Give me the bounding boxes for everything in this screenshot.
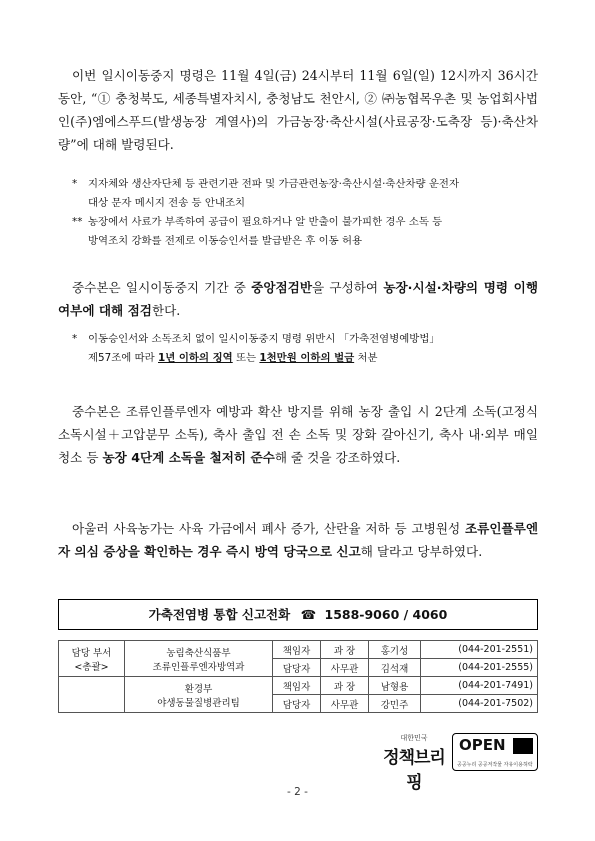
text-run: 해 줄 것을 강조하였다. <box>274 450 401 465</box>
page-number: - 2 - <box>287 786 308 798</box>
name-cell: 남형용 <box>369 677 421 695</box>
underlined-text: 1천만원 이하의 벌금 <box>259 352 355 364</box>
footnote-mark: * <box>72 178 78 190</box>
text-run: 을 구성하여 <box>312 280 384 295</box>
table-row <box>59 677 538 695</box>
title-cell: 과 장 <box>321 677 369 695</box>
title-cell: 사무관 <box>321 695 369 713</box>
emphasis-text: 농장 4단계 소독을 철저히 준수 <box>102 450 275 465</box>
footnote-line: 대상 문자 메시지 전송 등 안내조치 <box>88 197 246 209</box>
org-line: 조류인플루엔자방역과 <box>152 661 245 673</box>
org-line: 농림축산식품부 <box>166 647 231 659</box>
footnote-line: 방역조치 강화를 전제로 이동승인서를 발급받은 후 이동 허용 <box>88 235 363 247</box>
text-run: 제57조에 따라 <box>88 352 159 364</box>
role-cell: 책임자 <box>273 677 321 695</box>
paragraph-text: 이번 일시이동중지 명령은 11월 4일(금) 24시부터 11월 6일(일) 12시까지 36시간 동안, “① 충청북도, 세종특별자치시, 충청남도 천안시, ② ㈜농협목우촌 및 농업회사법인(주)엠에스푸드(발생농장 계열사)의 가금농장·축산시설(사료공장·도축장 등)·축산차량”에 대해 발령된다. <box>58 68 538 152</box>
name-cell: 강민주 <box>369 695 421 713</box>
hotline-label: 가축전염병 통합 신고전화 <box>148 607 291 622</box>
org-line: 환경부 <box>184 683 213 695</box>
footnote-mark: * <box>72 333 78 345</box>
dept-header-line: 담당 부서 <box>71 647 112 659</box>
role-cell: 담당자 <box>273 695 321 713</box>
text-run: 처분 <box>354 352 378 364</box>
name-cell: 홍기성 <box>369 641 421 659</box>
logo-big-text: 정책브리핑 <box>383 748 445 793</box>
paragraph-disinfection <box>58 400 538 469</box>
paragraph-reporting <box>58 517 538 563</box>
text-run: 또는 <box>232 352 260 364</box>
org-line: 야생동물질병관리팀 <box>157 697 240 709</box>
title-cell: 사무관 <box>321 659 369 677</box>
text-run: 해 달라고 당부하였다. <box>360 544 483 559</box>
footnote-line <box>72 349 542 368</box>
name-cell: 김석재 <box>369 659 421 677</box>
footnote-line: 이동승인서와 소독조치 없이 일시이동중지 명령 위반시 「가축전염병예방법」 <box>88 333 440 345</box>
dept-header-cell <box>59 641 125 677</box>
emphasis-text: 중앙점검반 <box>251 280 312 295</box>
hotline-numbers: 1588-9060 / 4060 <box>324 607 448 622</box>
footnote-exception <box>72 213 542 251</box>
role-cell: 책임자 <box>273 641 321 659</box>
text-run: 중수본은 조류인플루엔자 예방과 확산 방지를 위해 농장 출입 시 2단계 소독(고정식 소독시설＋고압분무 소독), 축사 출입 전 손 소독 및 장화 갈아신기, 축사 내·외부 매일 청소 등 <box>58 404 538 465</box>
logo-small-text: 대한민국 <box>400 734 428 742</box>
footnote-line: 지자체와 생산자단체 등 관련기관 전파 및 가금관련농장·축산시설·축산차량 운전자 <box>88 178 459 190</box>
phone-cell: (044-201-7502) <box>421 695 538 713</box>
table-row <box>59 641 538 659</box>
org-cell <box>125 641 273 677</box>
underlined-text: 1년 이하의 징역 <box>158 352 233 364</box>
phone-icon: ☎ <box>300 607 317 622</box>
phone-cell: (044-201-2555) <box>421 659 538 677</box>
phone-cell: (044-201-7491) <box>421 677 538 695</box>
text-run: 중수본은 일시이동중지 기간 중 <box>72 280 252 295</box>
hotline-box <box>58 599 538 630</box>
open-word: OPEN <box>459 736 506 754</box>
emphasis-text: 농장·시설·차량의 명령 이행 여부에 대해 점검 <box>58 280 538 318</box>
paragraph-inspection <box>58 276 538 322</box>
footnote-mark: ** <box>72 216 83 228</box>
open-license-logo <box>452 733 538 771</box>
policy-briefing-logo <box>381 733 447 793</box>
org-cell <box>125 677 273 713</box>
role-cell: 담당자 <box>273 659 321 677</box>
footnote-line: 농장에서 사료가 부족하여 공급이 필요하거나 알 반출이 불가피한 경우 소독 등 <box>88 216 443 228</box>
text-run: 아울러 사육농가는 사육 가금에서 폐사 증가, 산란율 저하 등 고병원성 <box>72 521 465 536</box>
dept-header-cell <box>59 677 125 713</box>
open-subtext: 공공누리 공공저작물 자유이용허락 <box>457 762 533 768</box>
title-cell: 과 장 <box>321 641 369 659</box>
paragraph-order-period <box>58 64 538 156</box>
footnote-notification <box>72 175 542 213</box>
text-run: 한다. <box>151 303 181 318</box>
contact-table <box>58 640 538 713</box>
dept-header-line: <총괄> <box>74 661 109 673</box>
footnote-penalty <box>72 330 542 368</box>
phone-cell: (044-201-2551) <box>421 641 538 659</box>
license-badge-icon <box>513 738 533 754</box>
emphasis-text: 조류인플루엔자 의심 증상을 확인하는 경우 즉시 방역 당국으로 신고 <box>58 521 538 559</box>
